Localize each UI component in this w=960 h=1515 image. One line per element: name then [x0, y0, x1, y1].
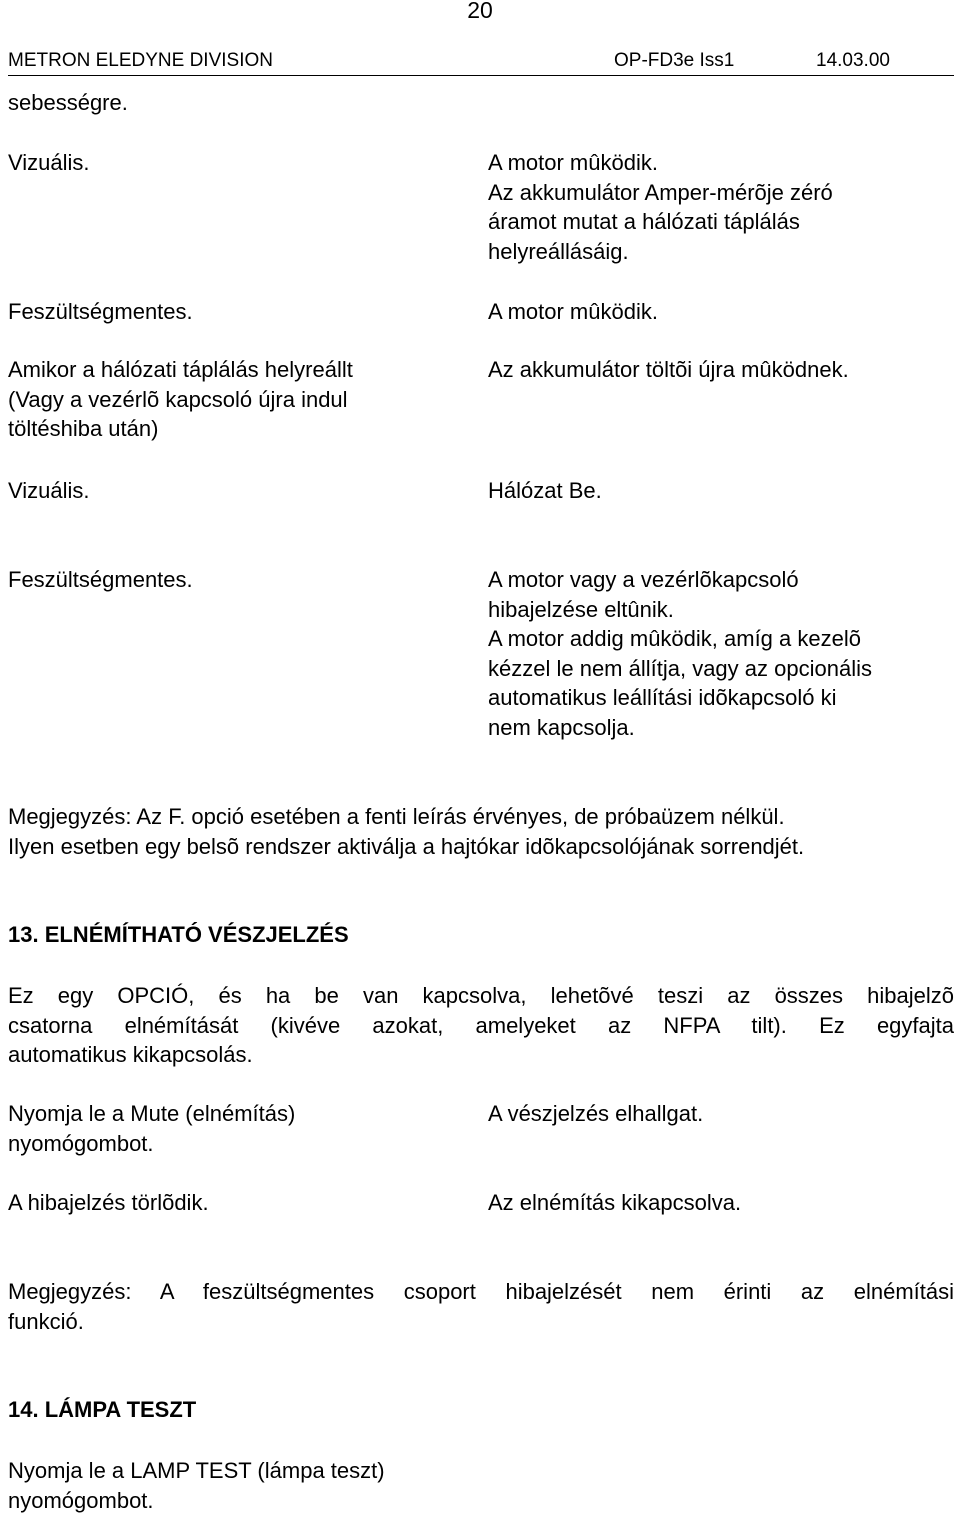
text-line: Az akkumulátor Amper-mérõje zéró: [488, 178, 833, 208]
text-line: Megjegyzés: Az F. opció esetében a fenti leírás érvényes, de próbaüzem nélkül.: [8, 802, 804, 832]
note-option-f: [8, 802, 804, 861]
row-0-right: [488, 148, 833, 266]
text-line: áramot mutat a hálózati táplálás: [488, 207, 833, 237]
section-14-title: 14. LÁMPA TESZT: [8, 1395, 196, 1425]
text-line: nem kapcsolja.: [488, 713, 872, 743]
page-number: 20: [0, 0, 960, 26]
row-2-right: [488, 355, 849, 385]
section-14-text: [8, 1456, 385, 1515]
text-line: automatikus kikapcsolás.: [8, 1040, 954, 1070]
row-1-right: [488, 297, 658, 327]
text-line: A vészjelzés elhallgat.: [488, 1099, 703, 1129]
section-13-note: [8, 1277, 954, 1336]
text-line: Nyomja le a Mute (elnémítás): [8, 1099, 295, 1129]
s13-row-1-right: [488, 1188, 741, 1218]
row-3-left: [8, 476, 90, 506]
text-line: nyomógombot.: [8, 1486, 385, 1515]
text-line: kézzel le nem állítja, vagy az opcionális: [488, 654, 872, 684]
s13-row-1-left: [8, 1188, 209, 1218]
text-line: hibajelzése eltûnik.: [488, 595, 872, 625]
row-4-left: [8, 565, 193, 595]
text-line: nyomógombot.: [8, 1129, 295, 1159]
section-13-title: 13. ELNÉMÍTHATÓ VÉSZJELZÉS: [8, 920, 349, 950]
text-line: Vizuális.: [8, 476, 90, 506]
header-date: 14.03.00: [816, 47, 890, 75]
text-line: Feszültségmentes.: [8, 565, 193, 595]
text-line: A motor mûködik.: [488, 148, 833, 178]
row-2-left: [8, 355, 353, 444]
document-header: [8, 47, 954, 76]
text-line: A motor mûködik.: [488, 297, 658, 327]
intro-line: sebességre.: [8, 88, 128, 118]
text-line: A hibajelzés törlõdik.: [8, 1188, 209, 1218]
text-line: Az elnémítás kikapcsolva.: [488, 1188, 741, 1218]
text-line: Nyomja le a LAMP TEST (lámpa teszt): [8, 1456, 385, 1486]
text-line: Ilyen esetben egy belsõ rendszer aktiválja a hajtókar idõkapcsolójának sorrendjét.: [8, 832, 804, 862]
row-3-right: [488, 476, 602, 506]
s13-row-0-right: [488, 1099, 703, 1129]
text-line: automatikus leállítási idõkapcsoló ki: [488, 683, 872, 713]
row-1-left: [8, 297, 193, 327]
s13-row-0-left: [8, 1099, 295, 1158]
text-line: A motor addig mûködik, amíg a kezelõ: [488, 624, 872, 654]
text-line: csatorna elnémítását (kivéve azokat, amelyeket az NFPA tilt). Ez egyfajta: [8, 1011, 954, 1041]
header-company: METRON ELEDYNE DIVISION: [8, 47, 273, 75]
text-line: töltéshiba után): [8, 414, 353, 444]
text-line: A motor vagy a vezérlõkapcsoló: [488, 565, 872, 595]
text-line: Hálózat Be.: [488, 476, 602, 506]
text-line: Megjegyzés: A feszültségmentes csoport hibajelzését nem érinti az elnémítási: [8, 1277, 954, 1307]
text-line: helyreállásáig.: [488, 237, 833, 267]
text-line: (Vagy a vezérlõ kapcsoló újra indul: [8, 385, 353, 415]
text-line: Feszültségmentes.: [8, 297, 193, 327]
text-line: Vizuális.: [8, 148, 90, 178]
section-13-paragraph: [8, 981, 954, 1070]
header-doc-code: OP-FD3e Iss1: [614, 47, 734, 75]
text-line: Ez egy OPCIÓ, és ha be van kapcsolva, lehetõvé teszi az összes hibajelzõ: [8, 981, 954, 1011]
row-0-left: [8, 148, 90, 178]
text-line: Az akkumulátor töltõi újra mûködnek.: [488, 355, 849, 385]
text-line: funkció.: [8, 1307, 954, 1337]
row-4-right: [488, 565, 872, 742]
text-line: Amikor a hálózati táplálás helyreállt: [8, 355, 353, 385]
